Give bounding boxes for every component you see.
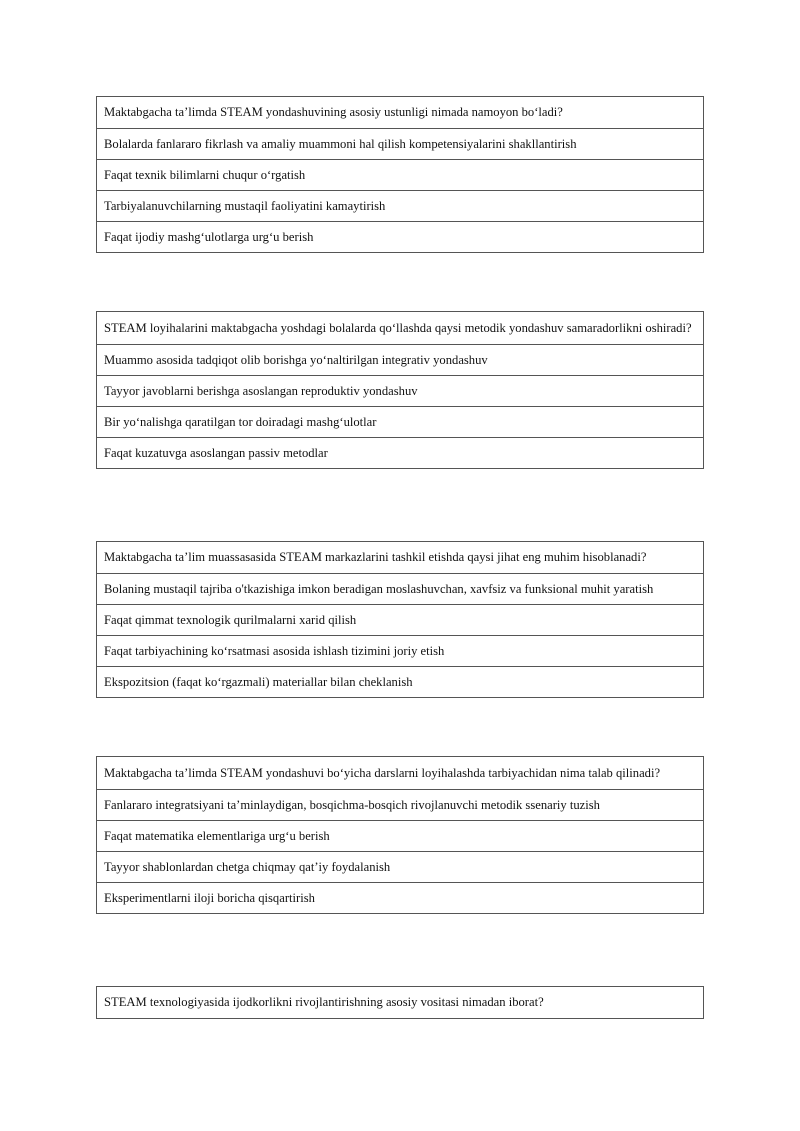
answer-option: Faqat texnik bilimlarni chuqur o‘rgatish (97, 159, 703, 190)
question-text: STEAM loyihalarini maktabgacha yoshdagi bolalarda qo‘llashda qaysi metodik yondashuv samaradorlikni oshiradi? (104, 321, 692, 335)
answer-option: Eksperimentlarni iloji boricha qisqartirish (97, 882, 703, 913)
question-block-5 (96, 986, 704, 1019)
answer-option: Faqat tarbiyachining ko‘rsatmasi asosida ishlash tizimini joriy etish (97, 635, 703, 666)
answer-option: Bir yo‘nalishga qaratilgan tor doiradagi mashg‘ulotlar (97, 406, 703, 437)
answer-option: Faqat qimmat texnologik qurilmalarni xarid qilish (97, 604, 703, 635)
answer-option: Faqat kuzatuvga asoslangan passiv metodlar (97, 437, 703, 468)
question-block-4 (96, 756, 704, 914)
question-text: Maktabgacha ta’limda STEAM yondashuvining asosiy ustunligi nimada namoyon bo‘ladi? (104, 105, 563, 119)
answer-option: Faqat ijodiy mashg‘ulotlarga urg‘u berish (97, 221, 703, 252)
answer-option: Bolaning mustaqil tajriba o'tkazishiga imkon beradigan moslashuvchan, xavfsiz va funksional muhit yaratish (97, 573, 703, 604)
answer-option: Bolalarda fanlararo fikrlash va amaliy muammoni hal qilish kompetensiyalarini shakllantirish (97, 128, 703, 159)
answer-option: Faqat matematika elementlariga urg‘u berish (97, 820, 703, 851)
question-text: Maktabgacha ta’limda STEAM yondashuvi bo‘yicha darslarni loyihalashda tarbiyachidan nima talab qilinadi? (104, 766, 661, 780)
question-block-2 (96, 311, 704, 469)
answer-option: Tayyor shablonlardan chetga chiqmay qat’iy foydalanish (97, 851, 703, 882)
question-block-1 (96, 96, 704, 253)
answer-option: Tayyor javoblarni berishga asoslangan reproduktiv yondashuv (97, 375, 703, 406)
answer-option: Fanlararo integratsiyani ta’minlaydigan, bosqichma-bosqich rivojlanuvchi metodik ssenariy tuzish (97, 789, 703, 820)
answer-option: Ekspozitsion (faqat ko‘rgazmali) materiallar bilan cheklanish (97, 666, 703, 697)
answer-option: Muammo asosida tadqiqot olib borishga yo‘naltirilgan integrativ yondashuv (97, 344, 703, 375)
question-block-3 (96, 541, 704, 698)
question-text: Maktabgacha ta’lim muassasasida STEAM markazlarini tashkil etishda qaysi jihat eng muhim hisoblanadi? (104, 550, 647, 564)
answer-option: Tarbiyalanuvchilarning mustaqil faoliyatini kamaytirish (97, 190, 703, 221)
question-text: STEAM texnologiyasida ijodkorlikni rivojlantirishning asosiy vositasi nimadan iborat? (104, 995, 544, 1009)
